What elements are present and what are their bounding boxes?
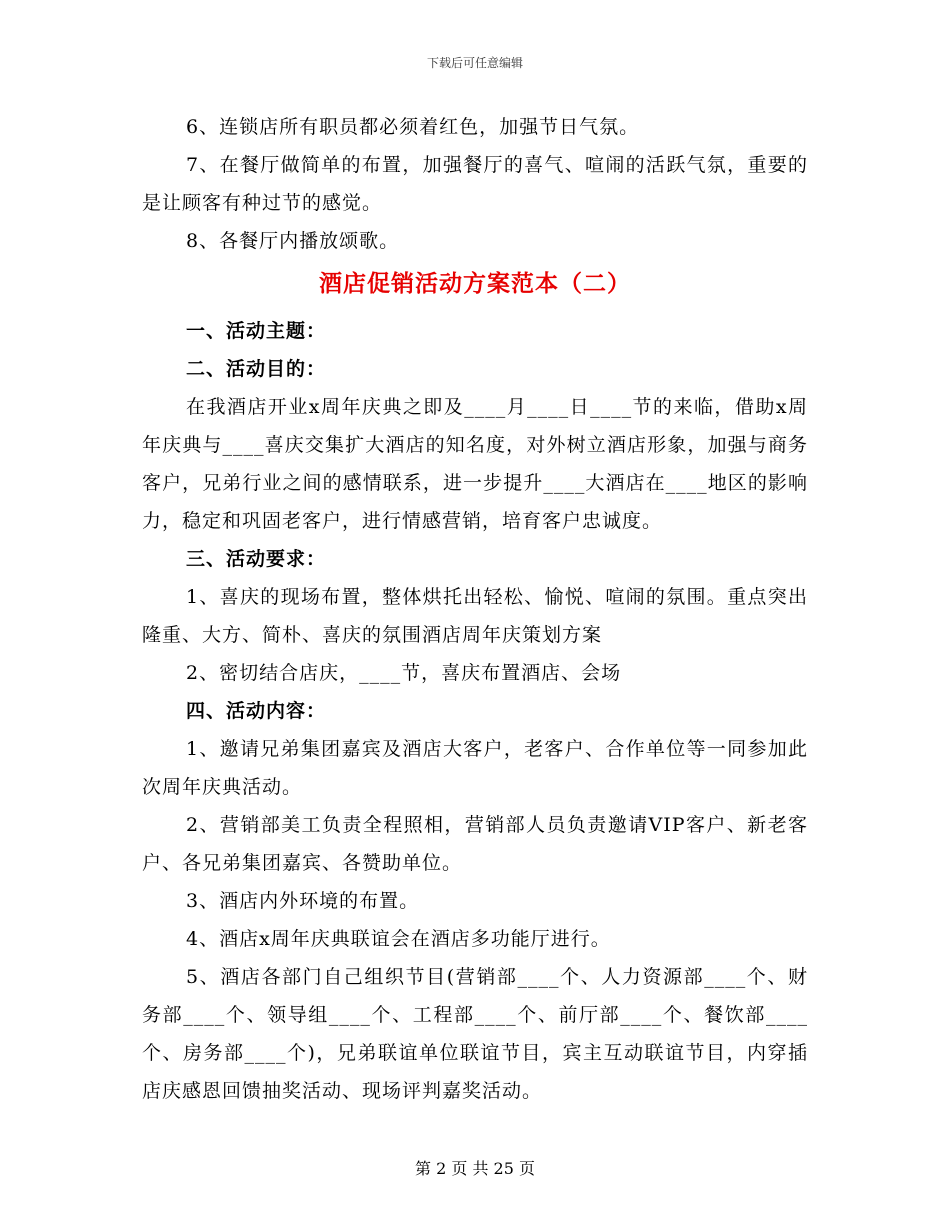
content-item-1: 1、邀请兄弟集团嘉宾及酒店大客户，老客户、合作单位等一同参加此次周年庆典活动。 (142, 738, 808, 798)
document-body (142, 108, 808, 1110)
heading-purpose: 二、活动目的： (186, 358, 327, 380)
purpose-paragraph: 在我酒店开业x周年庆典之即及____月____日____节的来临，借助x周年庆典与____喜庆交集扩大酒店的知名度，对外树立酒店形象，加强与商务客户，兄弟行业之间的感情联系，进一步提升____大酒店在____地区的影响力，稳定和巩固老客户，进行情感营销，培育客户忠诚度。 (142, 396, 808, 532)
heading-requirements: 三、活动要求： (186, 548, 327, 570)
header-note: 下载后可任意编辑 (426, 56, 523, 70)
heading-theme: 一、活动主题： (186, 320, 327, 342)
page-number-footer: 第 2 页 共 25 页 (415, 1159, 535, 1178)
content-item-3: 3、酒店内外环境的布置。 (186, 890, 420, 912)
content-item-4: 4、酒店x周年庆典联谊会在酒店多功能厅进行。 (186, 928, 611, 950)
requirement-item-2: 2、密切结合店庆，____节，喜庆布置酒店、会场 (186, 662, 622, 684)
paragraph-item-6: 6、连锁店所有职员都必须着红色，加强节日气氛。 (186, 116, 640, 138)
section-title: 酒店促销活动方案范本（二） (319, 270, 631, 297)
paragraph-item-8: 8、各餐厅内播放颂歌。 (186, 230, 400, 252)
requirement-item-1: 1、喜庆的现场布置，整体烘托出轻松、愉悦、喧闹的氛围。重点突出隆重、大方、简朴、喜庆的氛围酒店周年庆策划方案 (142, 586, 808, 646)
content-item-5: 5、酒店各部门自己组织节目(营销部____个、人力资源部____个、财务部____个、领导组____个、工程部____个、前厅部____个、餐饮部____个、房务部____个)，兄弟联谊单位联谊节目，宾主互动联谊节目，内穿插店庆感恩回馈抽奖活动、现场评判嘉奖活动。 (142, 966, 808, 1102)
heading-content: 四、活动内容： (186, 700, 327, 722)
content-item-2: 2、营销部美工负责全程照相，营销部人员负责邀请VIP客户、新老客户、各兄弟集团嘉宾、各赞助单位。 (142, 814, 808, 874)
paragraph-item-7: 7、在餐厅做简单的布置，加强餐厅的喜气、喧闹的活跃气氛，重要的是让顾客有种过节的感觉。 (142, 154, 808, 214)
